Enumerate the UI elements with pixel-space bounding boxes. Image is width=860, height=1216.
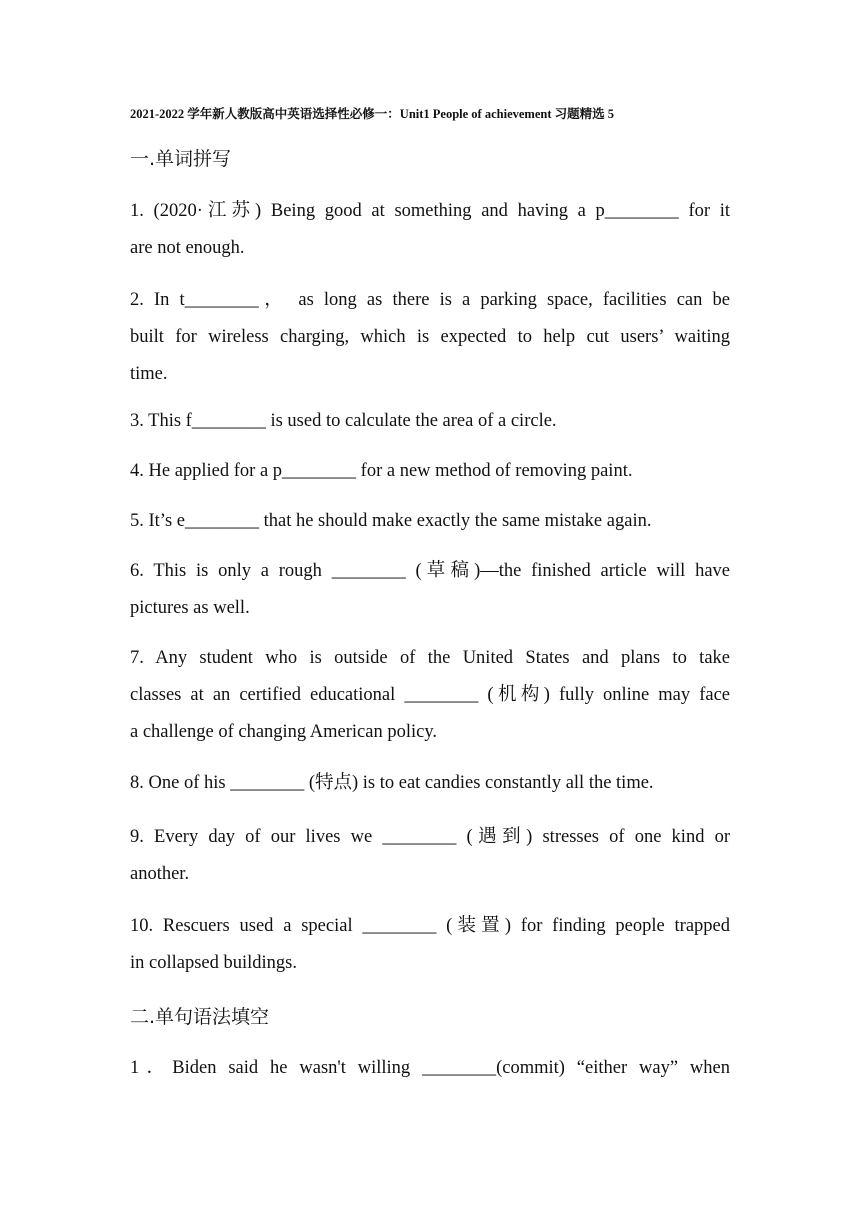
- section-heading-grammar: 二.单句语法填空: [130, 1006, 270, 1028]
- question-line: pictures as well.: [130, 598, 250, 618]
- question-line: 1．Biden said he wasn't willing ________(commit) “either way” when: [130, 1058, 730, 1078]
- question-line: 9. Every day of our lives we ________ (遇到) stresses of one kind or: [130, 827, 730, 847]
- question-line: 3. This f________ is used to calculate the area of a circle.: [130, 411, 557, 431]
- document-title: 2021-2022 学年新人教版高中英语选择性必修一：Unit1 People of achievement 习题精选 5: [130, 107, 614, 121]
- question-9: [130, 819, 730, 893]
- question-2: [130, 282, 730, 393]
- question-4: [130, 453, 730, 490]
- question-7: [130, 640, 730, 751]
- question-10: [130, 908, 730, 982]
- question-line: 5. It’s e________ that he should make exactly the same mistake again.: [130, 511, 652, 531]
- question-line: 2. In t________， as long as there is a parking space, facilities can be: [130, 290, 730, 310]
- question-line: another.: [130, 864, 190, 884]
- question-line: time.: [130, 364, 168, 384]
- question-6: [130, 553, 730, 627]
- question-line: classes at an certified educational ________ (机构) fully online may face: [130, 685, 730, 705]
- question-line: are not enough.: [130, 238, 245, 258]
- question-line: built for wireless charging, which is expected to help cut users’ waiting: [130, 327, 730, 347]
- question-line: 8. One of his ________ (特点) is to eat candies constantly all the time.: [130, 773, 654, 793]
- question-line: 6. This is only a rough ________ (草稿)—the finished article will have: [130, 561, 730, 581]
- question-3: [130, 403, 730, 440]
- question-1: [130, 193, 730, 267]
- section-heading-spelling: 一.单词拼写: [130, 148, 232, 170]
- question-line: a challenge of changing American policy.: [130, 722, 438, 742]
- question-line: in collapsed buildings.: [130, 953, 297, 973]
- question-line: 4. He applied for a p________ for a new method of removing paint.: [130, 461, 633, 481]
- grammar-question-1: [130, 1050, 730, 1087]
- question-5: [130, 503, 730, 540]
- question-line: 7. Any student who is outside of the United States and plans to take: [130, 648, 730, 668]
- question-line: 1. (2020·江苏) Being good at something and having a p________ for it: [130, 201, 730, 221]
- question-8: [130, 765, 730, 802]
- question-line: 10. Rescuers used a special ________ (装置) for finding people trapped: [130, 916, 730, 936]
